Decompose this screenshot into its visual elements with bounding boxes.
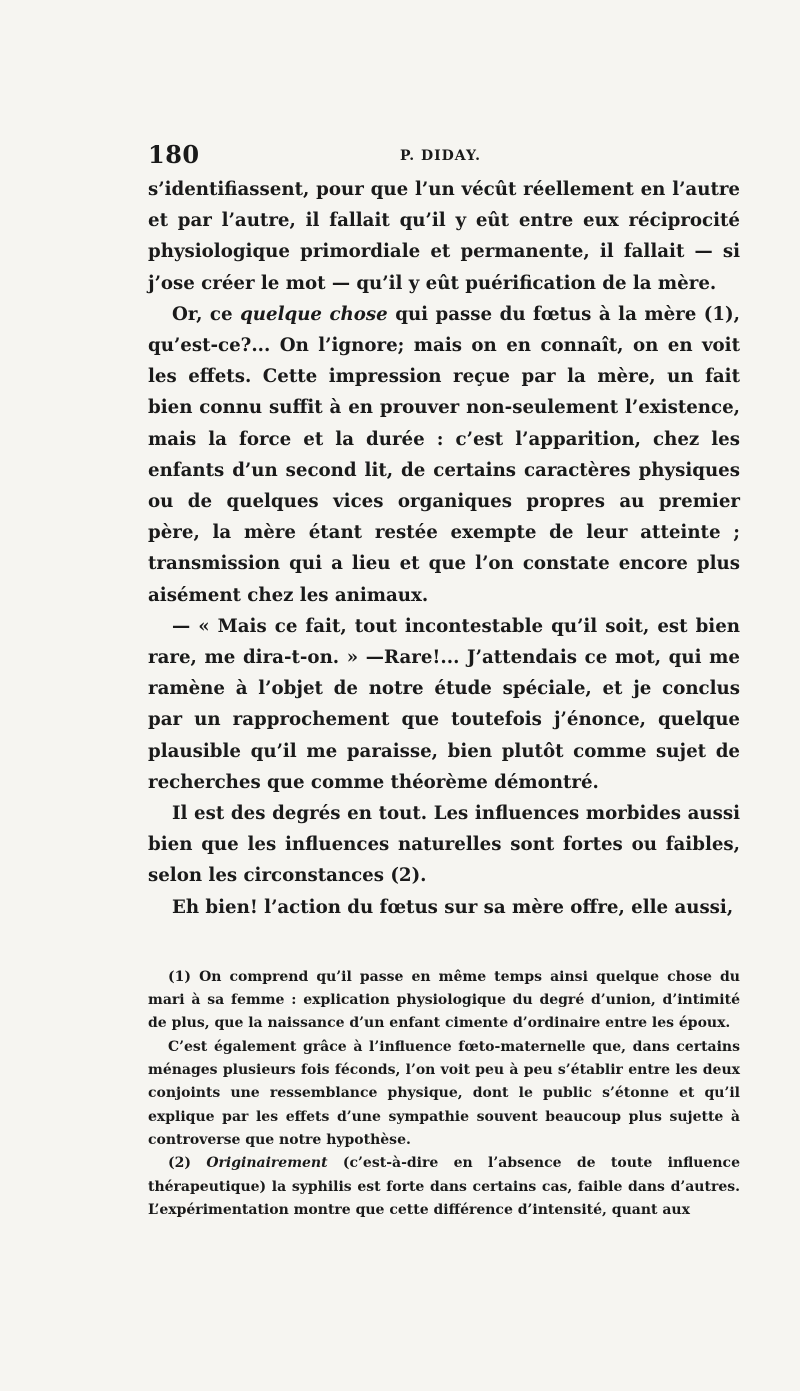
paragraph-3: — « Mais ce fait, tout incontestable qu’il soit, est bien rare, me dira-t-on. » —Rare!... J’attendais ce mot, qui me ramène à l’objet de notre étude spéciale, et je conclus par un rapprochement que toutefois j’énonce, quelque plausible qu’il me paraisse, bien plutôt comme sujet de recherches que comme théorème démontré. xyxy=(148,615,740,793)
paragraph-2-start: Or, ce xyxy=(172,303,241,325)
footnote-2-marker: (2) xyxy=(168,1155,207,1172)
footnote-1-continuation: C’est également grâce à l’influence fœto-maternelle que, dans certains ménages plusieurs fois féconds, l’on voit peu à peu s’établir entre les deux conjoints une ressemblance physique, dont le public s’étonne et qu’il explique par les effets d’une sympathie souvent beaucoup plus sujette à controverse que notre hypothèse. xyxy=(148,1038,740,1148)
paragraph-1: s’identifiassent, pour que l’un vécût réellement en l’autre et par l’autre, il fallait qu’il y eût entre eux réciprocité physiologique primordiale et permanente, il fallait — si j’ose créer le mot — qu’il y eût puérification de la mère. xyxy=(148,179,740,294)
paragraph-4: Il est des degrés en tout. Les influences morbides aussi bien que les influences naturelles sont fortes ou faibles, selon les circonstances (2). xyxy=(148,803,740,887)
paragraph-2-italic: quelque chose xyxy=(240,303,388,325)
footnotes xyxy=(148,966,740,1222)
paragraph-2 xyxy=(148,299,740,611)
paragraph-2-rest: qui passe du fœtus à la mère (1), qu’est-ce?... On l’ignore; mais on en connaît, on en voit les effets. Cette impression reçue par la mère, un fait bien connu suffit à en prouver non-seulement l’existence, mais la force et la durée : c’est l’apparition, chez les enfants d’un second lit, de certains caractères physiques ou de quelques vices organiques propres au premier père, la mère étant restée exempte de leur atteinte ; transmission qui a lieu et que l’on constate encore plus aisément chez les animaux. xyxy=(148,303,740,606)
running-head xyxy=(148,140,740,174)
main-text xyxy=(148,174,740,923)
book-page xyxy=(148,140,740,1222)
footnote-2-rest: (c’est-à-dire en l’absence de toute influence thérapeutique) la syphilis est forte dans certains cas, faible dans d’autres. L’expérimentation montre que cette différence d’intensité, quant aux xyxy=(148,1155,740,1218)
page-number: 180 xyxy=(148,140,200,169)
paragraph-5: Eh bien! l’action du fœtus sur sa mère offre, elle aussi, xyxy=(172,896,734,918)
footnote-2 xyxy=(148,1152,740,1222)
footnote-1: (1) On comprend qu’il passe en même temps ainsi quelque chose du mari à sa femme : explication physiologique du degré d’union, d’intimité de plus, que la naissance d’un enfant cimente d’ordinaire entre les époux. xyxy=(148,968,740,1032)
footnote-2-italic: Originairement xyxy=(206,1155,328,1172)
running-head-author: P. DIDAY. xyxy=(400,148,482,164)
